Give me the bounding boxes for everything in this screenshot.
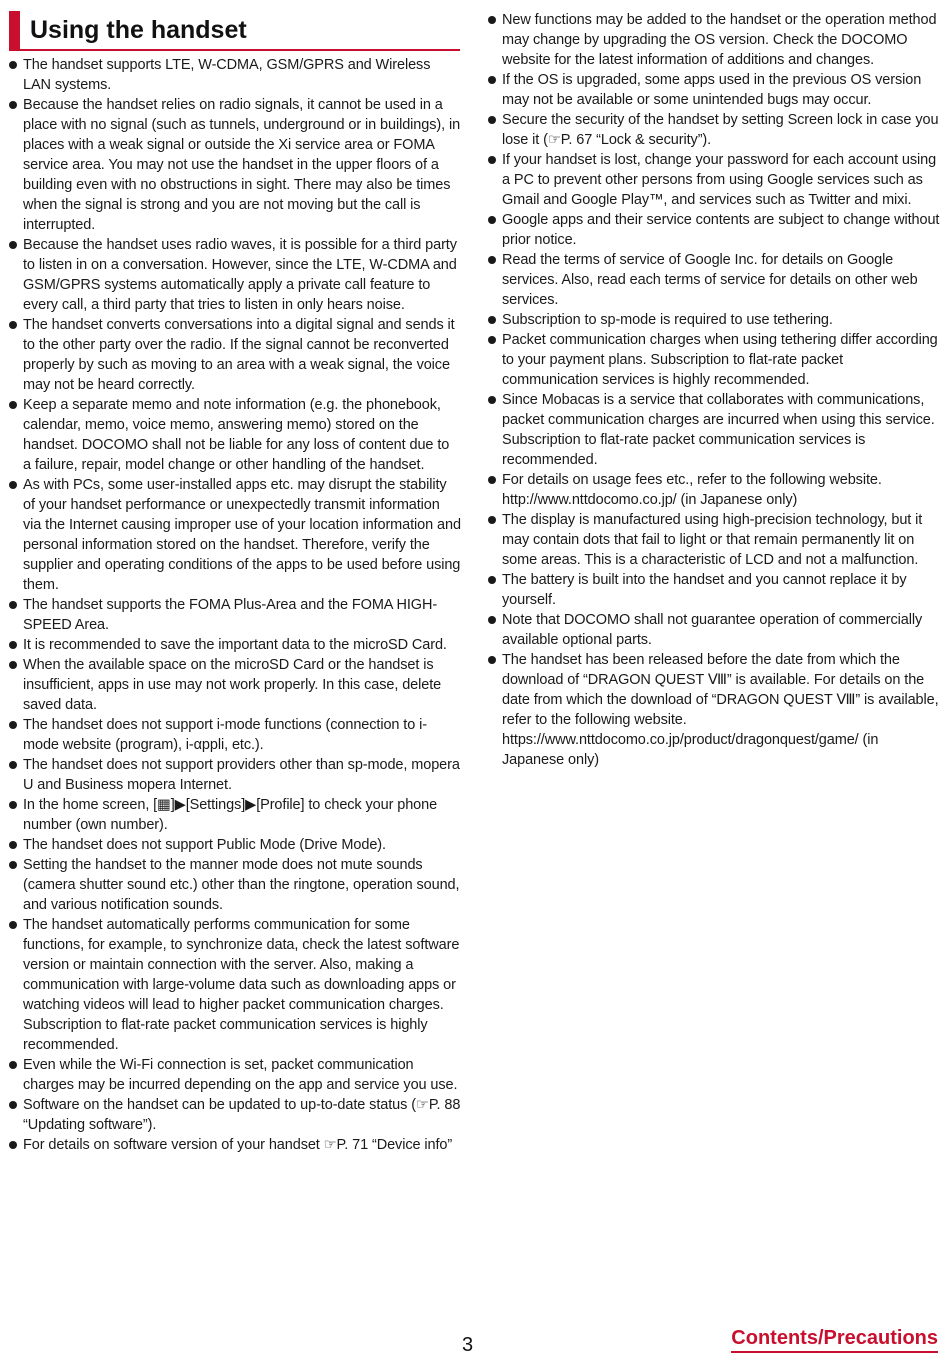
bullet-icon [9, 481, 17, 489]
list-item [9, 55, 461, 95]
list-item-text: The battery is built into the handset and you cannot replace it by yourself. [502, 572, 907, 608]
bullet-icon [9, 841, 17, 849]
list-item-text: Even while the Wi-Fi connection is set, packet communication charges may be incurred depending on the app and service you use. [23, 1057, 458, 1093]
bullet-icon [9, 101, 17, 109]
list-item-text: For details on software version of your handset ☞P. 71 “Device info” [23, 1137, 453, 1153]
list-item [9, 475, 461, 595]
list-item [488, 150, 940, 210]
list-item-text: When the available space on the microSD Card or the handset is insufficient, apps in use may not work properly. In this case, delete saved data. [23, 657, 442, 713]
list-item [9, 235, 461, 315]
bullet-icon [488, 576, 496, 584]
list-item-text: The handset converts conversations into a digital signal and sends it to the other party over the radio. If the signal cannot be reconverted properly by such as moving to an area with a weak signal, the voice may not be heard correctly. [23, 317, 455, 393]
list-item [488, 110, 940, 150]
list-item [488, 570, 940, 610]
list-item [488, 330, 940, 390]
list-item [488, 70, 940, 110]
list-item [488, 650, 940, 770]
list-item [9, 835, 461, 855]
section-header [9, 11, 460, 51]
list-item [488, 610, 940, 650]
list-item-text: For details on usage fees etc., refer to the following website. http://www.nttdocomo.co.jp/ (in Japanese only) [502, 472, 882, 508]
list-item [488, 390, 940, 470]
list-item [488, 310, 940, 330]
list-item [9, 595, 461, 635]
page-title: Using the handset [30, 16, 247, 44]
list-item [488, 10, 940, 70]
list-item-text: The handset automatically performs communication for some functions, for example, to synchronize data, check the latest software version or maintain connection with the server. Also, making a communication with large-volume data such as downloading apps or watching videos will lead to higher packet communication charges. Subscription to flat-rate packet communication services is highly recommended. [23, 917, 460, 1053]
list-item [9, 795, 461, 835]
list-item-text: The handset does not support providers other than sp-mode, mopera U and Business mopera Internet. [23, 757, 460, 793]
right-column [488, 10, 940, 770]
bullet-icon [9, 921, 17, 929]
list-item [9, 1095, 461, 1135]
list-item-text: Setting the handset to the manner mode does not mute sounds (camera shutter sound etc.) other than the ringtone, operation sound, and various notification sounds. [23, 857, 460, 913]
list-item [488, 510, 940, 570]
contents-precautions-link[interactable]: Contents/Precautions [731, 1327, 938, 1353]
list-item-text: Google apps and their service contents are subject to change without prior notice. [502, 212, 940, 248]
bullet-icon [488, 336, 496, 344]
bullet-icon [488, 656, 496, 664]
left-bullet-list [9, 55, 461, 1155]
list-item [9, 1055, 461, 1095]
list-item-text: Since Mobacas is a service that collaborates with communications, packet communication charges are incurred when using this service. Subscription to flat-rate packet communication services is recommended. [502, 392, 935, 468]
list-item [9, 755, 461, 795]
bullet-icon [9, 721, 17, 729]
bullet-icon [488, 116, 496, 124]
list-item [488, 210, 940, 250]
bullet-icon [488, 256, 496, 264]
list-item-text: Note that DOCOMO shall not guarantee operation of commercially available optional parts. [502, 612, 923, 648]
list-item-text: If the OS is upgraded, some apps used in the previous OS version may not be available or some unintended bugs may occur. [502, 72, 922, 108]
list-item [9, 915, 461, 1055]
bullet-icon [488, 316, 496, 324]
bullet-icon [9, 761, 17, 769]
list-item [9, 95, 461, 235]
list-item [488, 470, 940, 510]
list-item-text: Read the terms of service of Google Inc. for details on Google services. Also, read each terms of service for details on other web services. [502, 252, 918, 308]
bullet-icon [9, 861, 17, 869]
list-item-text: New functions may be added to the handset or the operation method may change by upgrading the OS version. Check the DOCOMO website for the latest information of additions and changes. [502, 12, 937, 68]
bullet-icon [9, 241, 17, 249]
bullet-icon [488, 16, 496, 24]
list-item-text: It is recommended to save the important data to the microSD Card. [23, 637, 447, 653]
bullet-icon [9, 1101, 17, 1109]
list-item-text: The handset does not support i-mode functions (connection to i-mode website (program), i-αppli, etc.). [23, 717, 427, 753]
bullet-icon [488, 216, 496, 224]
bullet-icon [9, 661, 17, 669]
right-bullet-list [488, 10, 940, 770]
list-item-text: The handset supports the FOMA Plus-Area and the FOMA HIGH-SPEED Area. [23, 597, 438, 633]
bullet-icon [9, 641, 17, 649]
left-column [9, 55, 461, 1155]
bullet-icon [488, 396, 496, 404]
list-item-text: Because the handset uses radio waves, it is possible for a third party to listen in on a conversation. However, since the LTE, W-CDMA and GSM/GPRS systems automatically apply a private call feature to every call, a third party that tries to listen in only hears noise. [23, 237, 457, 313]
bullet-icon [488, 76, 496, 84]
list-item [9, 715, 461, 755]
bullet-icon [488, 616, 496, 624]
list-item-text: As with PCs, some user-installed apps etc. may disrupt the stability of your handset performance or unexpectedly transmit information via the Internet causing improper use of your location information and personal information stored on the handset. Therefore, verify the supplier and operating conditions of the apps to be used before using them. [23, 477, 461, 593]
list-item-text: Packet communication charges when using tethering differ according to your payment plans. Subscription to flat-rate packet communication services is highly recommended. [502, 332, 938, 388]
list-item-text: Secure the security of the handset by setting Screen lock in case you lose it (☞P. 67 “Lock & security”). [502, 112, 939, 148]
bullet-icon [9, 1141, 17, 1149]
list-item-text: In the home screen, [▦]▶[Settings]▶[Profile] to check your phone number (own number). [23, 797, 438, 833]
bullet-icon [488, 156, 496, 164]
list-item [488, 250, 940, 310]
section-header-bar [9, 11, 20, 49]
bullet-icon [9, 1061, 17, 1069]
list-item-text: The handset has been released before the date from which the download of “DRAGON QUEST Ⅷ” is available. For details on the date from which the download of “DRAGON QUEST Ⅷ” is available, refer to the following website. https://www.nttdocomo.co.jp/product/dragonquest/game/ (in Japanese only) [502, 652, 939, 768]
list-item-text: The handset does not support Public Mode (Drive Mode). [23, 837, 386, 853]
list-item [9, 395, 461, 475]
list-item [9, 1135, 461, 1155]
list-item [9, 635, 461, 655]
bullet-icon [9, 61, 17, 69]
list-item [9, 655, 461, 715]
list-item-text: The handset supports LTE, W-CDMA, GSM/GPRS and Wireless LAN systems. [23, 57, 431, 93]
list-item-text: Subscription to sp-mode is required to use tethering. [502, 312, 833, 328]
list-item-text: The display is manufactured using high-precision technology, but it may contain dots that fail to light or that remain permanently lit on some areas. This is a characteristic of LCD and not a malfunction. [502, 512, 923, 568]
page-number: 3 [462, 1334, 474, 1356]
bullet-icon [488, 516, 496, 524]
bullet-icon [9, 601, 17, 609]
bullet-icon [488, 476, 496, 484]
list-item [9, 315, 461, 395]
list-item [9, 855, 461, 915]
bullet-icon [9, 321, 17, 329]
list-item-text: Because the handset relies on radio signals, it cannot be used in a place with no signal (such as tunnels, underground or in buildings), in places with a weak signal or outside the Xi service area or FOMA service area. You may not use the handset in the upper floors of a building even with no obstructions in sight. There may also be times when the signal is strong and you are not moving but the call is interrupted. [23, 97, 461, 233]
list-item-text: Keep a separate memo and note information (e.g. the phonebook, calendar, memo, voice memo, answering memo) stored on the handset. DOCOMO shall not be liable for any loss of content due to a failure, repair, model change or other handling of the handset. [23, 397, 450, 473]
list-item-text: If your handset is lost, change your password for each account using a PC to prevent other persons from using Google services such as Gmail and Google Play™, and services such as Twitter and mixi. [502, 152, 937, 208]
list-item-text: Software on the handset can be updated to up-to-date status (☞P. 88 “Updating software”). [23, 1097, 461, 1133]
bullet-icon [9, 801, 17, 809]
bullet-icon [9, 401, 17, 409]
